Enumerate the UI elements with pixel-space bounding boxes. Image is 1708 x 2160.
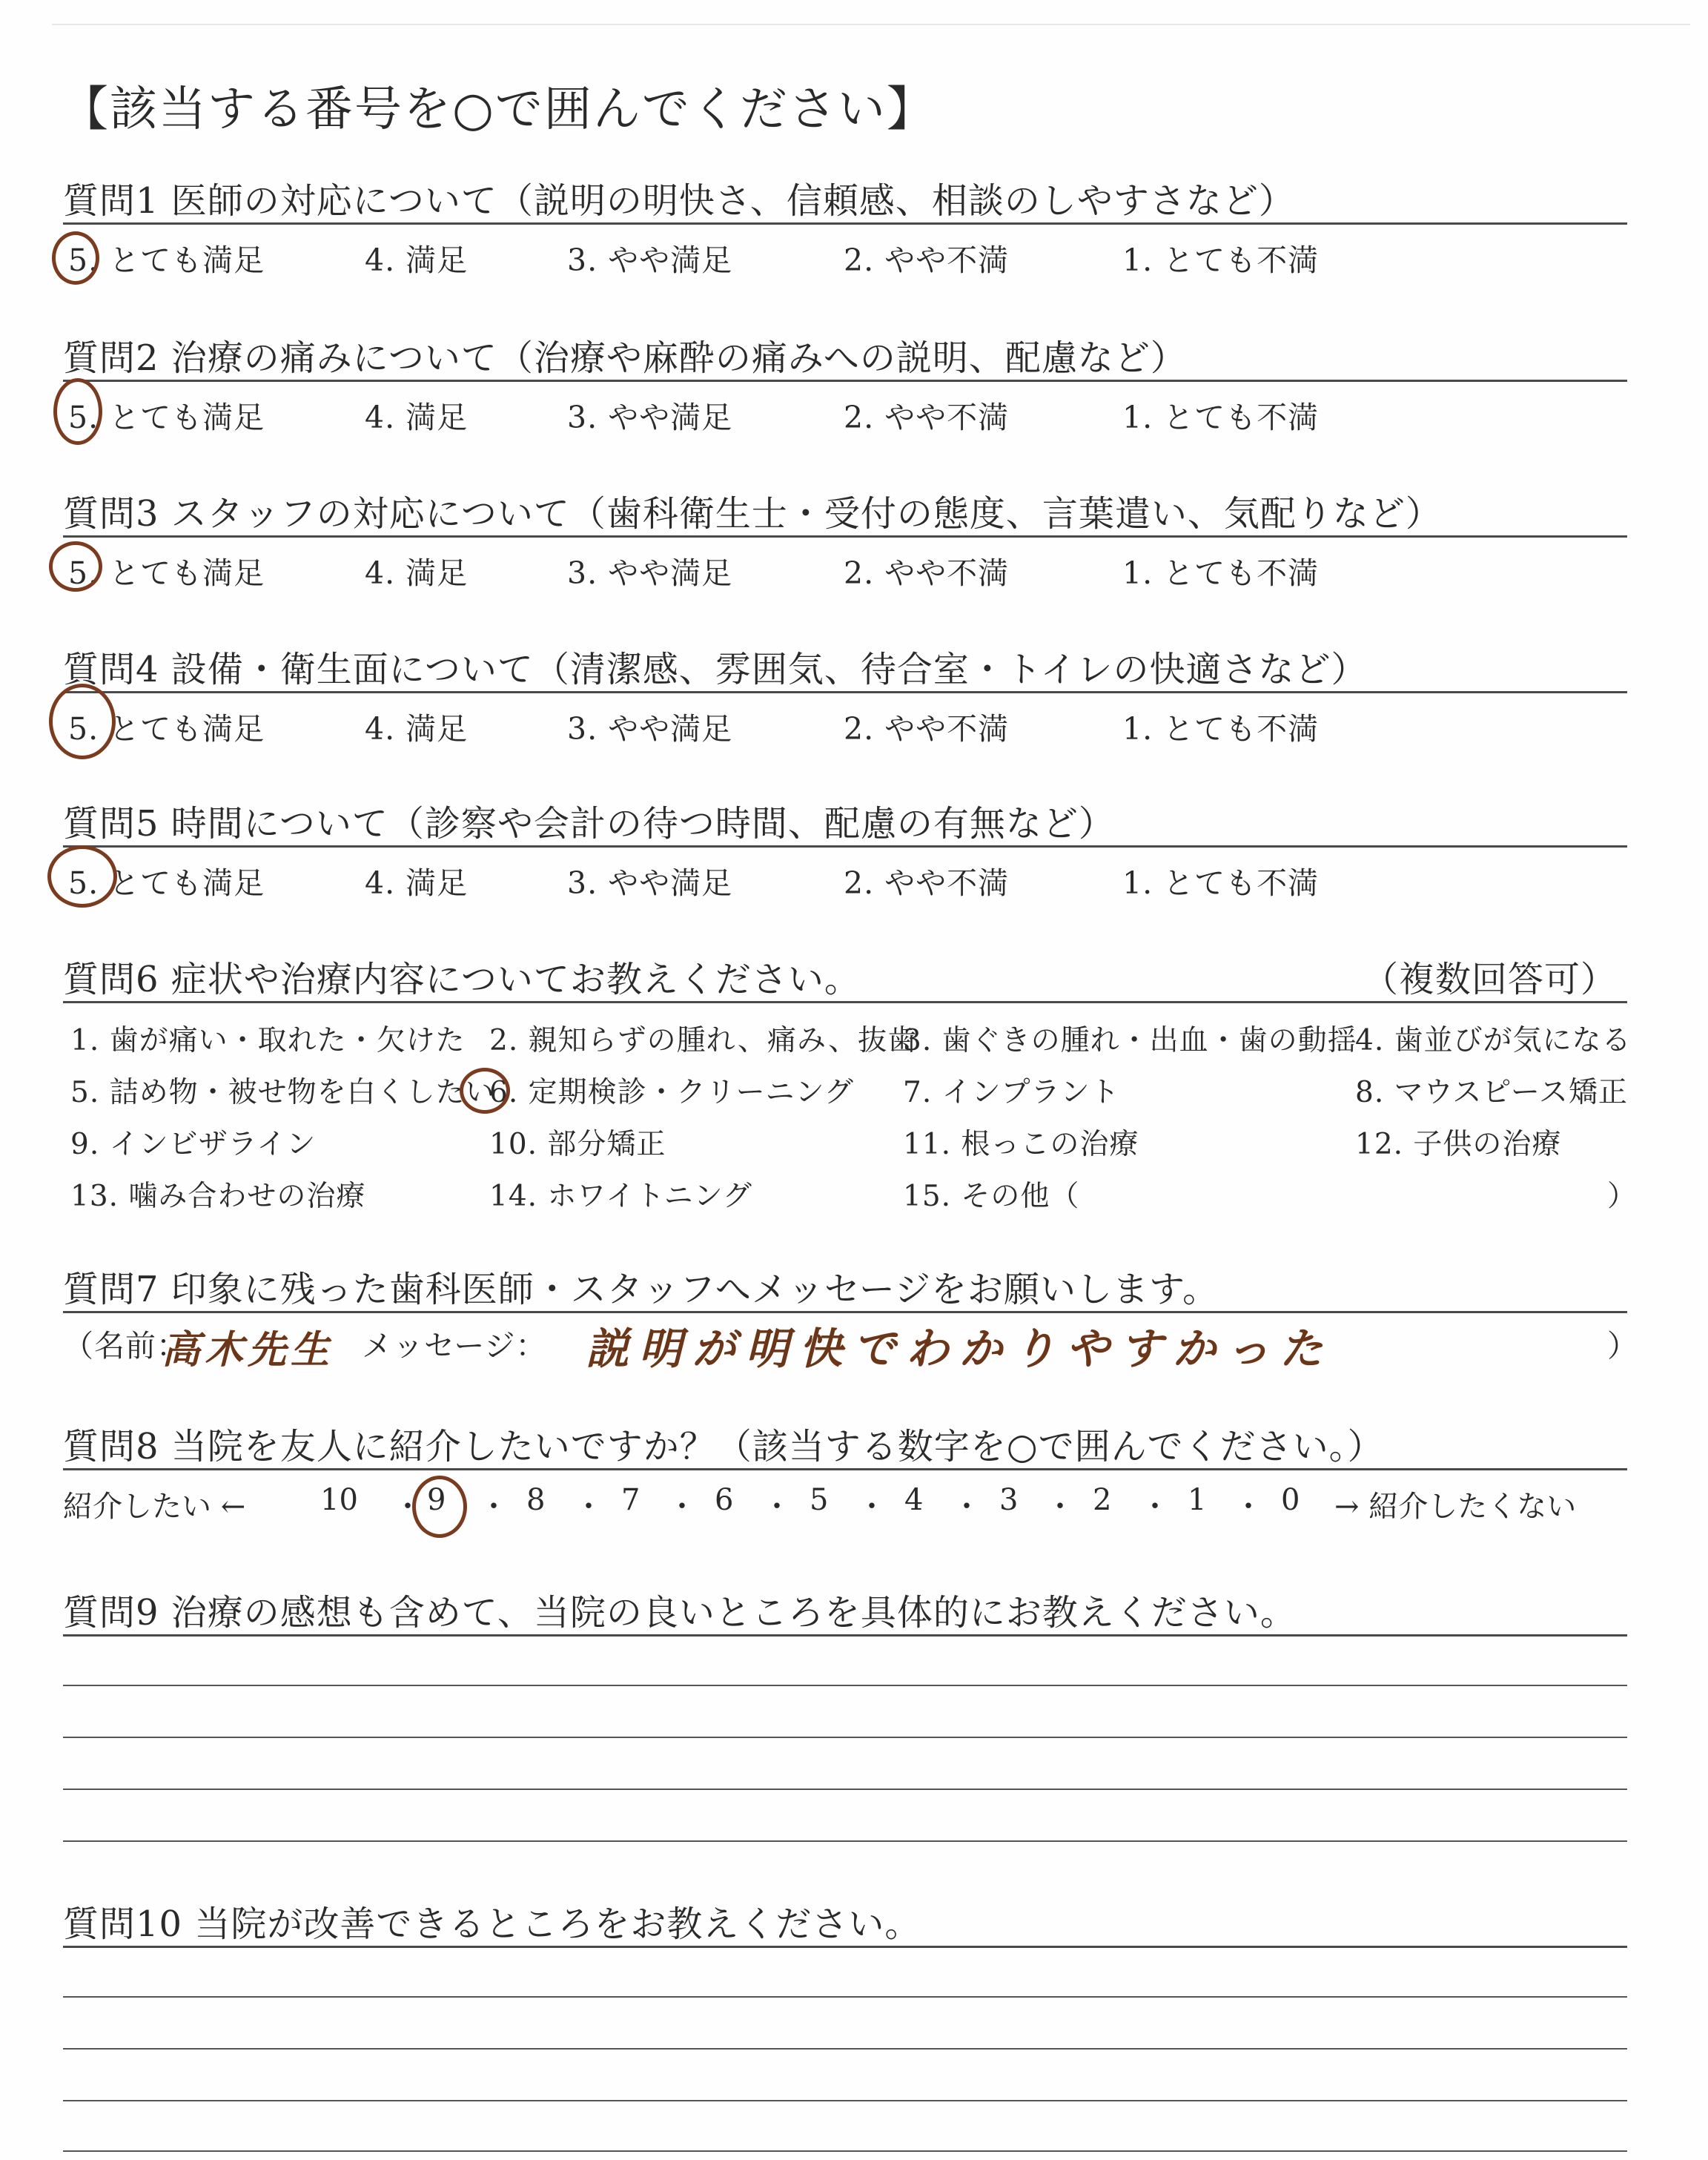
question-2-rule: [63, 380, 1627, 382]
q8-separator: ・: [574, 1490, 603, 1524]
question-8-title: 質問8 当院を友人に紹介したいですか？（該当する数字を○で囲んでください。）: [63, 1426, 1384, 1467]
q8-separator: ・: [952, 1490, 982, 1524]
question-3-rule: [63, 535, 1627, 538]
q8-separator: ・: [1234, 1490, 1263, 1524]
q1-selection-circle: [52, 231, 99, 285]
q4-option-2[interactable]: 2. やや不満: [844, 711, 1010, 747]
question-10-title: 質問10 当院が改善できるところをお教えください。: [63, 1903, 921, 1945]
q8-separator: ・: [762, 1490, 792, 1524]
q6-option-14[interactable]: 14. ホワイトニング: [489, 1180, 752, 1213]
question-5-rule: [63, 845, 1627, 848]
q1-option-1[interactable]: 1. とても不満: [1122, 242, 1320, 278]
q6-option-4[interactable]: 4. 歯並びが気になる: [1355, 1024, 1632, 1057]
q9-answer-line[interactable]: [63, 1789, 1627, 1790]
q1-option-5[interactable]: 5. とても満足: [68, 242, 265, 278]
q10-answer-line[interactable]: [63, 1996, 1627, 1998]
q7-name-handwriting: 高木先生: [162, 1328, 334, 1373]
q5-option-1[interactable]: 1. とても不満: [1122, 865, 1320, 901]
q3-option-4[interactable]: 4. 満足: [365, 555, 469, 591]
q2-selection-circle: [53, 378, 102, 445]
q8-number[interactable]: 5: [810, 1483, 829, 1517]
page-top-edge: [52, 24, 1690, 25]
q8-separator: ・: [1045, 1490, 1075, 1524]
q10-answer-line[interactable]: [63, 2100, 1627, 2101]
q6-selection-circle: [460, 1068, 510, 1114]
q8-number[interactable]: 10: [320, 1483, 358, 1517]
question-7-title: 質問7 印象に残った歯科医師・スタッフへメッセージをお願いします。: [63, 1269, 1219, 1310]
question-7-rule: [63, 1311, 1627, 1313]
q8-number[interactable]: 8: [526, 1483, 546, 1517]
q4-option-1[interactable]: 1. とても不満: [1122, 711, 1320, 747]
q4-selection-circle: [49, 684, 116, 759]
question-8-rule: [63, 1468, 1627, 1470]
q2-option-2[interactable]: 2. やや不満: [844, 400, 1010, 435]
q9-answer-line[interactable]: [63, 1685, 1627, 1686]
q8-number[interactable]: 1: [1188, 1483, 1207, 1517]
q10-answer-line[interactable]: [63, 2150, 1627, 2152]
q5-option-2[interactable]: 2. やや不満: [844, 865, 1010, 901]
q5-selection-circle: [47, 845, 117, 908]
q8-number[interactable]: 7: [621, 1483, 640, 1517]
q9-answer-line[interactable]: [63, 1737, 1627, 1738]
q8-number[interactable]: 2: [1093, 1483, 1112, 1517]
q3-option-5[interactable]: 5. とても満足: [68, 555, 265, 591]
q2-option-4[interactable]: 4. 満足: [365, 400, 469, 435]
q7-message-label: メッセージ：: [362, 1328, 547, 1364]
q1-option-3[interactable]: 3. やや満足: [567, 242, 733, 278]
q2-option-1[interactable]: 1. とても不満: [1122, 400, 1320, 435]
q8-right-label: → 紹介したくない: [1334, 1490, 1577, 1524]
q3-option-3[interactable]: 3. やや満足: [567, 555, 733, 591]
q3-option-1[interactable]: 1. とても不満: [1122, 555, 1320, 591]
q5-option-5[interactable]: 5. とても満足: [68, 865, 265, 901]
question-6-rule: [63, 1001, 1627, 1003]
q3-selection-circle: [49, 541, 102, 592]
q6-option-8[interactable]: 8. マウスピース矯正: [1355, 1076, 1628, 1109]
q7-message-handwriting: 説明が明快でわかりやすかった: [586, 1324, 1334, 1374]
q8-number[interactable]: 6: [715, 1483, 734, 1517]
q4-option-5[interactable]: 5. とても満足: [68, 711, 265, 747]
question-4-title: 質問4 設備・衛生面について（清潔感、雰囲気、待合室・トイレの快適さなど）: [63, 649, 1368, 690]
question-3-title: 質問3 スタッフの対応について（歯科衛生士・受付の態度、言葉遣い、気配りなど）: [63, 493, 1442, 535]
question-1-title: 質問1 医師の対応について（説明の明快さ、信頼感、相談のしやすさなど）: [63, 180, 1295, 222]
q8-number[interactable]: 9: [427, 1483, 446, 1517]
question-6-title: 質問6 症状や治療内容についてお教えください。: [63, 959, 861, 1000]
q8-selection-circle: [412, 1476, 467, 1538]
q10-answer-line[interactable]: [63, 2048, 1627, 2050]
q4-option-4[interactable]: 4. 満足: [365, 711, 469, 747]
q8-number[interactable]: 0: [1281, 1483, 1300, 1517]
q4-option-3[interactable]: 3. やや満足: [567, 711, 733, 747]
q6-option-15[interactable]: 15. その他（: [903, 1180, 1080, 1213]
q8-separator: ・: [479, 1490, 509, 1524]
q5-option-3[interactable]: 3. やや満足: [567, 865, 733, 901]
question-10-rule: [63, 1946, 1627, 1948]
q6-option-5[interactable]: 5. 詰め物・被せ物を白くしたい: [70, 1076, 495, 1109]
q8-left-label: 紹介したい ←: [63, 1490, 246, 1524]
q2-option-3[interactable]: 3. やや満足: [567, 400, 733, 435]
q6-option-13[interactable]: 13. 噛み合わせの治療: [70, 1180, 366, 1213]
q6-option-1[interactable]: 1. 歯が痛い・取れた・欠けた: [70, 1024, 466, 1057]
q8-separator: ・: [1140, 1490, 1170, 1524]
q6-option-15-close: ）: [1607, 1180, 1638, 1213]
q8-separator: ・: [667, 1490, 697, 1524]
q9-answer-line[interactable]: [63, 1840, 1627, 1842]
q1-option-2[interactable]: 2. やや不満: [844, 242, 1010, 278]
question-9-title: 質問9 治療の感想も含めて、当院の良いところを具体的にお教えください。: [63, 1592, 1297, 1634]
question-4-rule: [63, 691, 1627, 693]
q2-option-5[interactable]: 5. とても満足: [68, 400, 265, 435]
q6-option-9[interactable]: 9. インビザライン: [70, 1128, 317, 1161]
q6-option-3[interactable]: 3. 歯ぐきの腫れ・出血・歯の動揺: [903, 1024, 1357, 1057]
q6-option-12[interactable]: 12. 子供の治療: [1355, 1128, 1562, 1161]
q6-option-2[interactable]: 2. 親知らずの腫れ、痛み、抜歯: [489, 1024, 918, 1057]
q7-name-label: （名前：: [63, 1328, 188, 1364]
question-5-title: 質問5 時間について（診察や会計の待つ時間、配慮の有無など）: [63, 803, 1115, 845]
question-2-title: 質問2 治療の痛みについて（治療や麻酔の痛みへの説明、配慮など）: [63, 337, 1187, 379]
q8-number[interactable]: 3: [999, 1483, 1019, 1517]
q6-option-10[interactable]: 10. 部分矯正: [489, 1128, 666, 1161]
form-instruction: 【該当する番号を○で囲んでください】: [61, 82, 936, 137]
q7-close-paren: ）: [1607, 1328, 1638, 1364]
q6-option-7[interactable]: 7. インプラント: [903, 1076, 1120, 1109]
question-6-note: （複数回答可）: [1363, 959, 1618, 1000]
question-1-rule: [63, 222, 1627, 225]
q5-option-4[interactable]: 4. 満足: [365, 865, 469, 901]
q1-option-4[interactable]: 4. 満足: [365, 242, 469, 278]
q3-option-2[interactable]: 2. やや不満: [844, 555, 1010, 591]
question-9-rule: [63, 1634, 1627, 1636]
q8-separator: ・: [393, 1490, 423, 1524]
q6-option-6[interactable]: 6. 定期検診・クリーニング: [489, 1076, 854, 1109]
q8-separator: ・: [857, 1490, 887, 1524]
q8-number[interactable]: 4: [904, 1483, 924, 1517]
q6-option-11[interactable]: 11. 根っこの治療: [903, 1128, 1139, 1161]
